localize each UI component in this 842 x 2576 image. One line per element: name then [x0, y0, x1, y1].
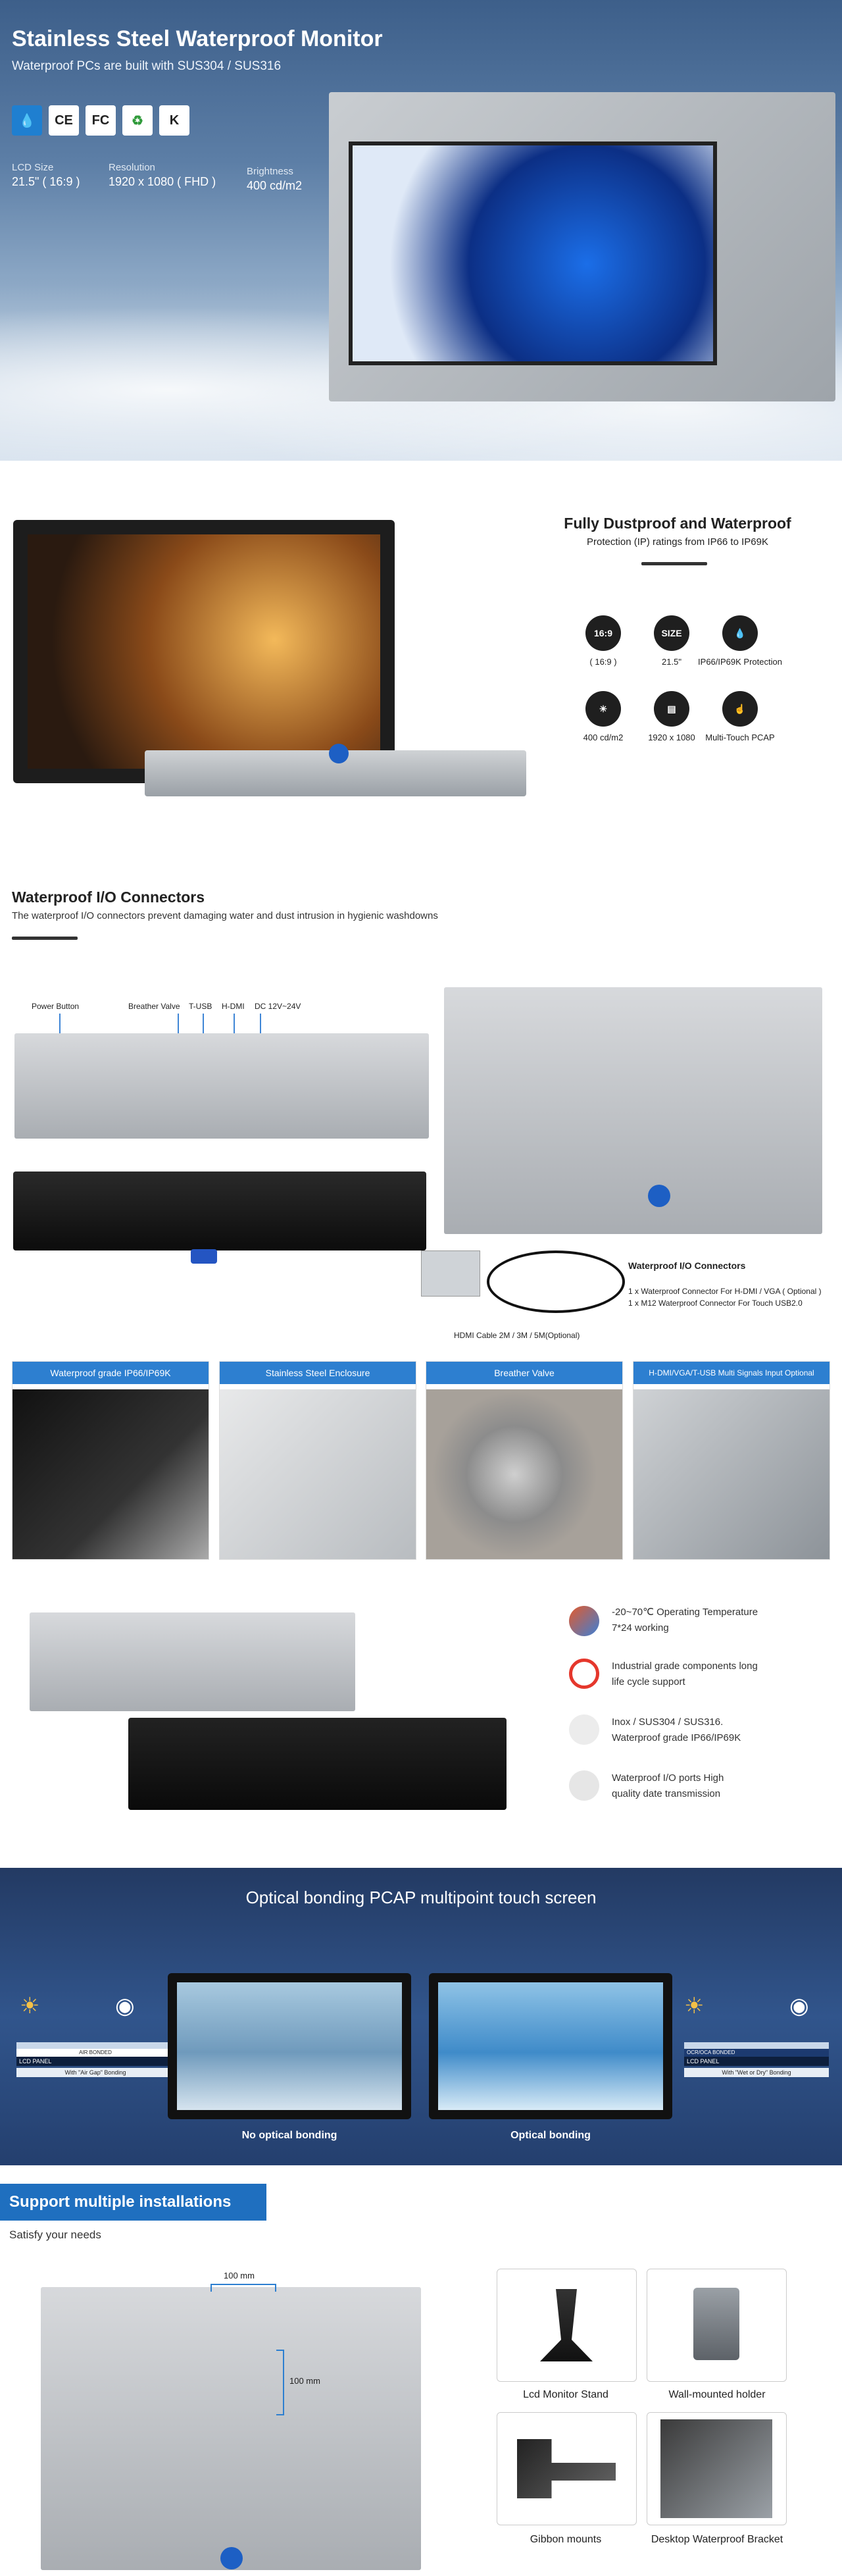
- kc-cert-icon: K: [159, 105, 189, 136]
- callout-t-usb: T-USB: [189, 1002, 212, 1011]
- monitor-stand-icon: [540, 2289, 593, 2361]
- layer-label: LCD PANEL: [684, 2057, 829, 2066]
- aspect-ratio-label: ( 16:9 ): [589, 657, 617, 667]
- connector-icon: [648, 1185, 670, 1207]
- spec-resolution-label: Resolution: [109, 162, 155, 173]
- connector-icon: [191, 1249, 217, 1264]
- monitor-front-view: [13, 1172, 426, 1250]
- spec-brightness-label: Brightness: [247, 166, 293, 177]
- wall-mount-icon: [693, 2288, 739, 2360]
- install-option-label: Gibbon mounts: [530, 2534, 602, 2545]
- optical-title: Optical bonding PCAP multipoint touch screen: [245, 1888, 597, 1907]
- glass-layer: [16, 2042, 174, 2049]
- feature-card: [633, 1361, 830, 1560]
- diagram-note: With "Air Gap" Bonding: [16, 2068, 174, 2077]
- card-image: [12, 1389, 209, 1559]
- hero-subtitle: Waterproof PCs are built with SUS304 / SUS316: [12, 59, 282, 73]
- install-option-label: Wall-mounted holder: [668, 2389, 766, 2400]
- card-title: Stainless Steel Enclosure: [220, 1362, 416, 1384]
- connector-icon: [220, 2547, 243, 2569]
- layer-label: AIR BONDED: [16, 2049, 174, 2057]
- monitor-top-view: [30, 1612, 355, 1711]
- protection-label: IP66/IP69K Protection: [698, 657, 782, 667]
- monitor-no-bonding: [168, 1973, 411, 2119]
- power-adapter-icon: [421, 1250, 480, 1297]
- brightness-label: 400 cd/m2: [583, 733, 624, 742]
- connector-item: 1 x Waterproof Connector For H-DMI / VGA ( Optional ): [628, 1287, 822, 1296]
- feature-card: [426, 1361, 623, 1560]
- connector-item: 1 x M12 Waterproof Connector For Touch USB2.0: [628, 1299, 803, 1308]
- temperature-icon: [569, 1606, 599, 1636]
- feature-text: Inox / SUS304 / SUS316. Waterproof grade IP66/IP69K: [612, 1716, 741, 1743]
- brightness-icon: ☀: [585, 691, 621, 727]
- callout-power-button: Power Button: [32, 1002, 80, 1011]
- install-option-card[interactable]: [497, 2269, 637, 2382]
- layer-label: LCD PANEL: [16, 2057, 174, 2066]
- spec-brightness-value: 400 cd/m2: [247, 179, 303, 192]
- callout-breather-valve: Breather Valve: [128, 1002, 180, 1011]
- spec-resolution-value: 1920 x 1080 ( FHD ): [109, 175, 216, 188]
- feature-card: [12, 1361, 209, 1560]
- io-subtitle: The waterproof I/O connectors prevent damaging water and dust intrusion in hygienic washdowns: [12, 910, 438, 921]
- install-option-label: Lcd Monitor Stand: [523, 2389, 608, 2400]
- cable-icon: [487, 1250, 625, 1313]
- sun-icon: ☀: [20, 1994, 40, 2019]
- rohs-cert-icon: ♻: [122, 105, 153, 136]
- ports-icon: [569, 1770, 599, 1801]
- eye-icon: ◉: [115, 1994, 135, 2019]
- monitor-front-view: [128, 1718, 507, 1810]
- diagram-note: With "Wet or Dry" Bonding: [684, 2068, 829, 2077]
- ce-cert-icon: CE: [49, 105, 79, 136]
- resolution-label: 1920 x 1080: [648, 733, 695, 742]
- monitor-back-view: [41, 2287, 421, 2570]
- waterproof-cert-icon: 💧: [12, 105, 42, 136]
- no-bonding-caption: No optical bonding: [241, 2130, 337, 2141]
- dimension-label: 100 mm: [289, 2376, 320, 2386]
- card-title: Breather Valve: [426, 1362, 622, 1384]
- dustproof-title: Fully Dustproof and Waterproof: [564, 515, 791, 532]
- cable-label: HDMI Cable 2M / 3M / 5M(Optional): [454, 1331, 580, 1340]
- feature-card: [219, 1361, 416, 1560]
- dimension-line: [210, 2284, 276, 2292]
- callout-h-dmi: H-DMI: [222, 1002, 245, 1011]
- size-label: 21.5": [662, 657, 681, 667]
- touch-label: Multi-Touch PCAP: [705, 733, 775, 742]
- monitor-optical-bonding: [429, 1973, 672, 2119]
- install-option-label: Desktop Waterproof Bracket: [651, 2534, 783, 2545]
- resolution-icon: ▤: [654, 691, 689, 727]
- feature-text: -20~70℃ Operating Temperature 7*24 working: [612, 1607, 758, 1634]
- connector-icon: [329, 744, 349, 763]
- spec-size-value: 21.5" ( 16:9 ): [12, 175, 80, 188]
- feature-text: Industrial grade components long life cycle support: [612, 1661, 758, 1687]
- callout-dc-power: DC 12V~24V: [255, 1002, 301, 1011]
- feature-text: Waterproof I/O ports High quality date transmission: [612, 1772, 724, 1799]
- install-option-card[interactable]: [497, 2412, 637, 2525]
- install-subtitle: Satisfy your needs: [9, 2228, 101, 2241]
- hero-banner: [0, 0, 842, 461]
- dimension-label: 100 mm: [224, 2271, 255, 2280]
- glass-layer: [684, 2042, 829, 2049]
- gibbon-mount-icon: [517, 2439, 616, 2498]
- spec-size-label: LCD Size: [12, 162, 54, 173]
- dimension-line: [276, 2350, 284, 2415]
- touch-icon: ☝: [722, 691, 758, 727]
- card-image: [633, 1389, 830, 1559]
- hero-title: Stainless Steel Waterproof Monitor: [12, 26, 383, 51]
- monitor-back-view: [444, 987, 822, 1234]
- card-image: [220, 1389, 416, 1559]
- eye-icon: ◉: [789, 1994, 809, 2019]
- dustproof-subtitle: Protection (IP) ratings from IP66 to IP69K: [587, 536, 768, 548]
- size-icon: SIZE: [654, 615, 689, 651]
- connectors-title: Waterproof I/O Connectors: [628, 1260, 746, 1271]
- desktop-bracket-icon: [660, 2419, 772, 2518]
- layer-label: OCR/OCA BONDED: [684, 2049, 829, 2057]
- optical-bonding-section: [0, 1868, 842, 2165]
- hero-monitor-screen: [349, 142, 717, 365]
- fcc-cert-icon: FC: [86, 105, 116, 136]
- aspect-ratio-icon: 16:9: [585, 615, 621, 651]
- shield-icon: [569, 1714, 599, 1745]
- monitor-top-view: [14, 1033, 429, 1139]
- water-drop-icon: 💧: [722, 615, 758, 651]
- card-image: [426, 1389, 622, 1559]
- install-option-card[interactable]: [647, 2269, 787, 2382]
- card-title: Waterproof grade IP66/IP69K: [12, 1362, 209, 1384]
- install-title: Support multiple installations: [0, 2184, 266, 2221]
- io-underline: [12, 937, 78, 940]
- dustproof-underline: [641, 562, 707, 565]
- install-option-card[interactable]: [647, 2412, 787, 2525]
- bonding-caption: Optical bonding: [510, 2130, 591, 2141]
- card-title: H-DMI/VGA/T-USB Multi Signals Input Optional: [633, 1362, 830, 1384]
- io-title: Waterproof I/O Connectors: [12, 889, 205, 906]
- sun-icon: ☀: [684, 1994, 705, 2019]
- lifecycle-icon: [569, 1659, 599, 1689]
